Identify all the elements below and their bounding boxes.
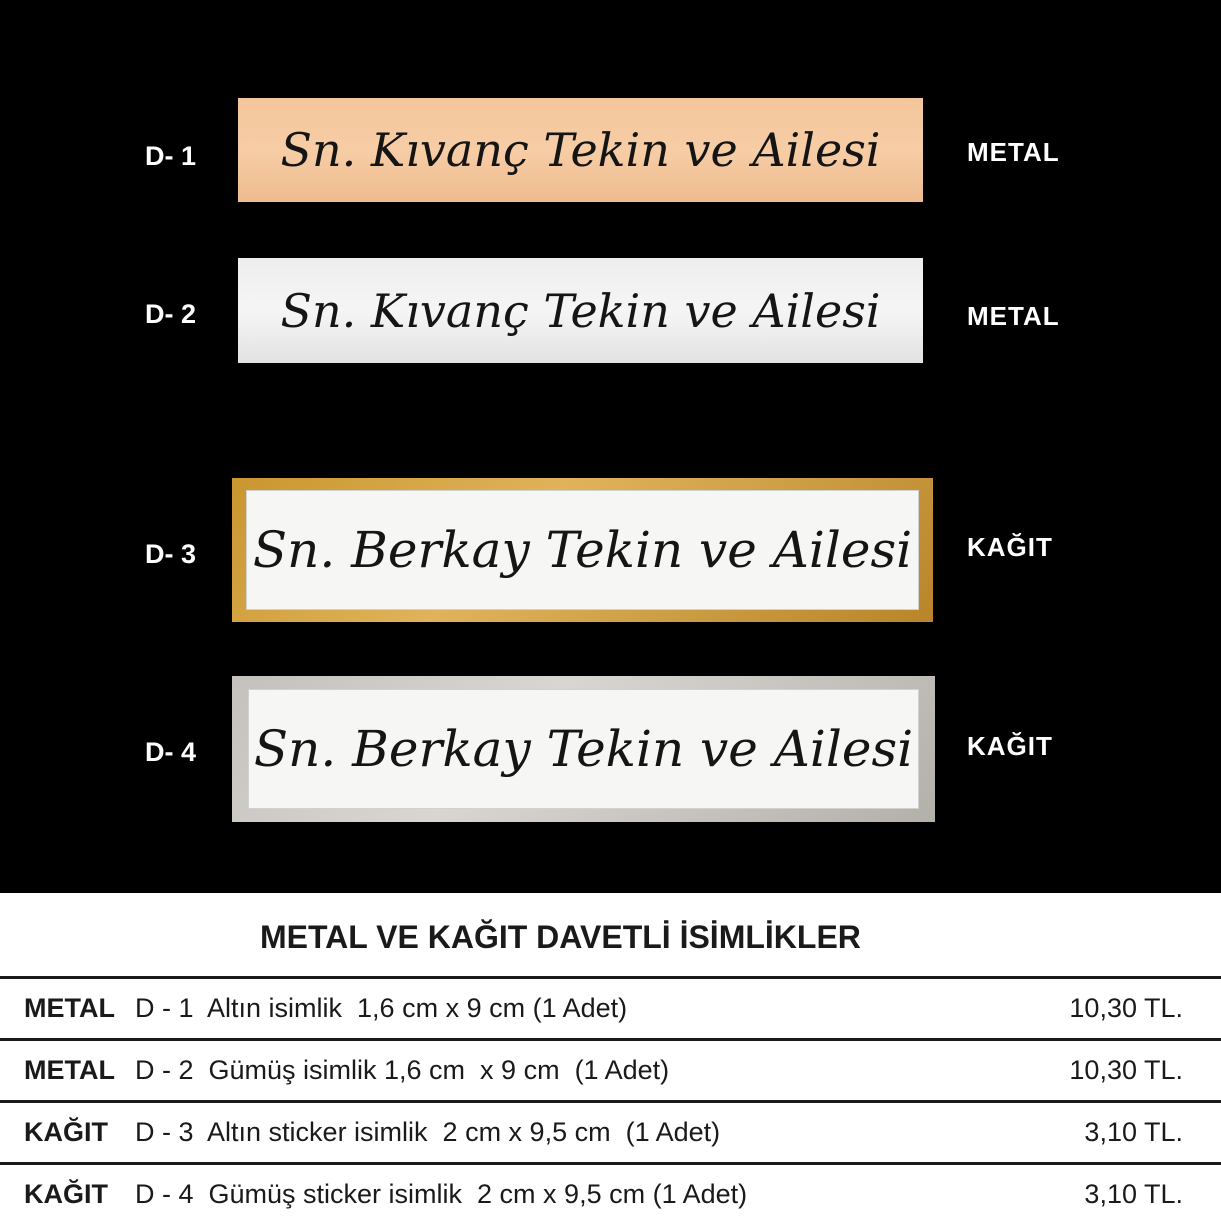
row-type: METAL <box>24 1055 115 1085</box>
material-label: KAĞIT <box>967 731 1053 761</box>
sticker-inner <box>246 490 919 610</box>
sticker-inner <box>248 689 919 809</box>
material-label: METAL <box>967 137 1060 167</box>
row-description: D - 2 Gümüş isimlik 1,6 cm x 9 cm (1 Adet) <box>135 1055 670 1085</box>
gold-sticker-plate <box>232 478 933 622</box>
row-description: D - 1 Altın isimlik 1,6 cm x 9 cm (1 Adet) <box>135 993 628 1023</box>
plate-text: Sn. Kıvanç Tekin ve Ailesi <box>280 283 881 338</box>
row-description: D - 3 Altın sticker isimlik 2 cm x 9,5 cm (1 Adet) <box>135 1117 721 1147</box>
table-row <box>0 1165 1221 1227</box>
table-row <box>0 979 1221 1041</box>
silver-metal-plate <box>238 258 923 363</box>
sample-code: D- 2 <box>145 299 197 329</box>
silver-sticker-plate <box>232 676 935 822</box>
plate-text: Sn. Kıvanç Tekin ve Ailesi <box>280 123 881 177</box>
plate-text: Sn. Berkay Tekin ve Ailesi <box>253 720 914 778</box>
row-price: 10,30 TL. <box>1069 1055 1183 1085</box>
row-description: D - 4 Gümüş sticker isimlik 2 cm x 9,5 cm (1 Adet) <box>135 1179 748 1209</box>
sample-code: D- 4 <box>145 737 197 767</box>
row-type: KAĞIT <box>24 1179 108 1209</box>
material-label: KAĞIT <box>967 532 1053 562</box>
row-price: 10,30 TL. <box>1069 993 1183 1023</box>
table-row <box>0 1103 1221 1165</box>
table-title-text: METAL VE KAĞIT DAVETLİ İSİMLİKLER <box>260 919 861 955</box>
row-type: METAL <box>24 993 115 1023</box>
price-table <box>0 893 1221 1230</box>
sample-code: D- 1 <box>145 141 197 171</box>
table-title <box>0 893 1221 979</box>
row-price: 3,10 TL. <box>1084 1117 1183 1147</box>
material-label: METAL <box>967 301 1060 331</box>
gold-metal-plate <box>238 98 923 202</box>
plate-text: Sn. Berkay Tekin ve Ailesi <box>252 521 913 579</box>
row-price: 3,10 TL. <box>1084 1179 1183 1209</box>
row-type: KAĞIT <box>24 1117 108 1147</box>
sample-code: D- 3 <box>145 539 197 569</box>
table-row <box>0 1041 1221 1103</box>
